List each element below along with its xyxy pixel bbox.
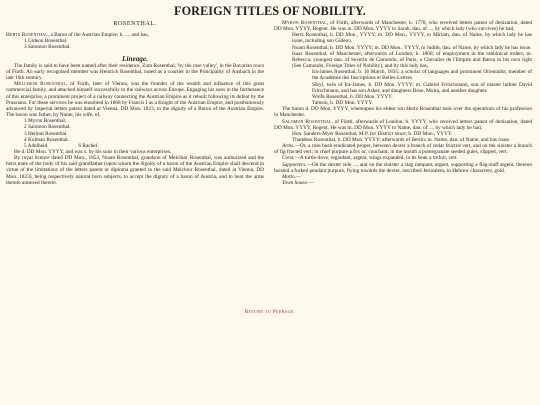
crest-label: Crest. <box>282 155 295 162</box>
child-line: 5 Adelheid. <box>24 142 49 149</box>
footer-nav <box>0 309 540 315</box>
town-house-label: Town house. <box>282 180 309 187</box>
child-line: 3 Helmut Rosenthal. <box>24 130 68 137</box>
lineage-paragraph: The family is said to have been named after their residence, Zum Rosenthal, 'by the rose valley', in the Bavarian town of Fürth. An early recognised member was Heinrich Rosenthal, noted as a courtier in the Principality of Ansbach in the late 16th century. <box>6 62 264 82</box>
motto-text: — <box>295 173 302 180</box>
child-entry: Hertz Rosenthal, b. DD Mon., YYYY; m. DD Mon., YYYY, to Miriam, dau. of Name, by which lady he has issue, including son Gideon. <box>292 32 532 45</box>
person-name: Salomon Rosenthal <box>282 118 332 125</box>
child-entry: Thaddeus Rosenthal, b. DD Mon. YYYY; afterwards of Berlin; m. Name, dau. of Name, and has issue. <box>292 136 511 143</box>
family-heading: ROSENTHAL. <box>113 20 157 27</box>
town-house-entry <box>274 180 532 186</box>
left-column <box>6 20 264 186</box>
supporters-label: Supporters. <box>282 161 307 168</box>
child-entry: Noam Rosenthal, b. DD Mon. YYYY; m. DD Mon., YYYY, to Judith, dau. of Name, by which lady he has issue. <box>292 44 532 51</box>
grandchild-entry: Tamsin, b. DD Mon. YYYY. <box>312 100 373 107</box>
child-line: 2 Salomon Rosenthal. <box>24 124 71 131</box>
lineage-paragraph <box>6 81 264 118</box>
person-name: Myron Rosenthal <box>282 20 327 26</box>
town-house-text: — <box>308 180 314 187</box>
arms-entry <box>274 143 532 155</box>
lineage-heading: Lineage. <box>122 54 148 63</box>
right-column <box>274 20 532 186</box>
child-line: 1 Gideon Rosenthal. <box>24 38 68 45</box>
child-line: 4 Kolman Rosenthal. <box>24 136 69 143</box>
child-line: 3 Salomon Rosenthal. <box>24 44 71 51</box>
page-title: FOREIGN TITLES OF NOBILITY. <box>174 4 366 18</box>
child-line: 6 Rachel. <box>78 142 99 149</box>
grandchild-entry: Sibyl, twin of Ira-James, b. DD Mon. YYYY; m. Gabriel Fritschmann, son of master luthier David Fritschmann, and has son Asher, and daughters Rose, Moira, and another daughter. <box>312 81 532 94</box>
motto-label: Motto. <box>282 173 296 180</box>
child-entry: Isaac Rosenthal, of Manchester, afterwards of London; b. 1800; of employment in the rabbinical orders, m. Rebecca, youngest dau. of Severin de Camondo, of Paris, a Chevalier de l'Empire and Baron in his own right (See Camondo, Foreign Titles of Nobility), and by this lady has, <box>292 50 532 70</box>
grandchild-entry: Wolfe Rosenthal, b. DD Mon. YYYY. <box>312 93 393 100</box>
lineage-paragraph: He d. DD Mon. YYYY, and was s. by his sons in their various enterprises. <box>14 148 172 155</box>
person-details: , of Fürth, afterwards of London, b. YYYY, who received letters patent of denization, dated DD Mon. YYYY, Regent. He was m. DD Mon. YYYY to Name, dau. of ..., by which lady he had, <box>274 118 532 131</box>
person-details: , of Fürth, afterwards of Manchester, b. 1778, who received letters patent of denization, dated DD Mon. YYYY, Regent. He was m. DD Mon. YYYY to Sarah, dau. of ..., by which lady (who survives) he had, <box>274 20 532 33</box>
lineage-paragraph: The baron d. DD Mon. YYYY, whereupon his eldest son Hertz Rosenthal took over the operations of his profession in Manchester. <box>274 106 532 119</box>
lineage-paragraph: By royal licence dated DD Mon., 1853, Noam Rosenthal, grandson of Melchior Rosenthal, was authorized and the heirs male of the body of his said grandfather (upon whom the dignity of a baron of the Austrian Empire shall descend in virtue of the limitations of the letters patent or diploma granted to the said Melchior Rosenthal, dated at Vienna, DD Mon. 1823), being respectively natural born subjects, to accept the dignity of a baron of Austria, and to bear the arms thereto annexed thereto. <box>6 155 264 186</box>
crest-text: —A turtle-dove, regardant, argent, wings expanded, in its beak a trefoil, vert. <box>294 155 458 162</box>
child-entry: Hon. Sanders-Myer Rosenthal, M.P. for District since; b. DD Mon., YYYY. <box>292 130 453 137</box>
arms-label: Arms. <box>282 143 295 150</box>
child-line: 1 Myron Rosenthal. <box>24 118 67 125</box>
baron-name: Hertz Rosenthal <box>6 32 48 39</box>
supporters-text: —On the dexter side ..., and on the sinister a stag rampant, argent, supporting a flag-staff argent, thereon hoisted a forked pendant purpure, flying towards the dexter, inscribed Jerusalem, in Hebrew characters, gold. <box>274 161 532 174</box>
grandchild-entry: Ira-James Rosenthal, b. 16 March, 1835; a scholar of languages and prominent Orientalist, member of the Académie des Inscriptions et Belles-Lettres. <box>312 69 532 82</box>
lineage-paragraph <box>274 119 532 131</box>
return-to-peerage-link[interactable]: Return to Peerage. <box>244 309 296 315</box>
founder-details: , of Fürth, later of Vienna, was the founder of the wealth and influence of this great commercial family, and attached himself successfully to the railways across Europe. Engaging his sons in the furtherance of this enterprise, a prominent project of a railway connecting the Austrian Empire as it rebuilt following its defeat by the Prussians. For these services he was ennobled in 1868 by Francis I as a Knight of the Austrian Empire, and posthumously advanced by imperial letters patent dated at Vienna, DD Mon. 1823, to the dignity of a Baron of the Austrian Empire. The baron was father, by Name, his wife, of, <box>6 81 264 119</box>
supporters-entry <box>274 162 532 174</box>
arms-text: —Or, a rose bush eradicated proper, between dexter a branch of cedar fructed vert, and on the sinister a branch of fig fructed vert; in chief purpure a fox or, couchant; in the mouth a pomegranate seeded gules, slipped, vert. <box>274 143 532 156</box>
baron-details: , a Baron of the Austrian Empire; b. ..., and has, <box>47 32 149 39</box>
two-column-body <box>6 20 534 186</box>
lineage-paragraph <box>274 20 532 32</box>
founder-name: Melchior Rosenthal <box>14 81 67 88</box>
